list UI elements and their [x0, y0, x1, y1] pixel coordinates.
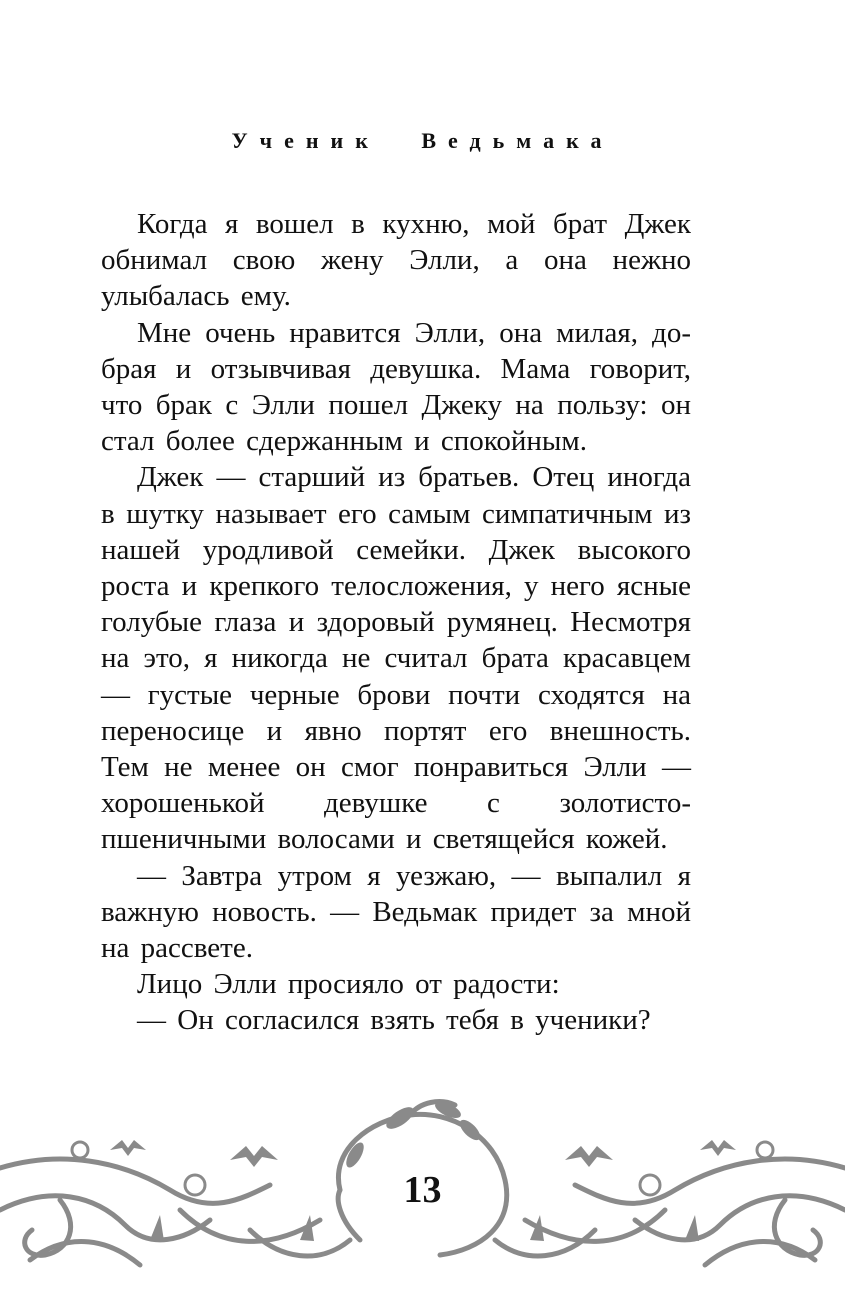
running-title: Ученик Ведьмака	[231, 128, 614, 153]
paragraph: Лицо Элли просияло от радости:	[137, 968, 560, 1001]
paragraph: Когда я вошел в кухню, мой брат Джек обнимал свою жену Элли, а она нежно улыбалась ему.	[101, 208, 691, 313]
paragraph: — Он согласился взять тебя в ученики?	[137, 1004, 651, 1037]
paragraph: Мне очень нравится Элли, она милая, добрая и отзывчивая девушка. Мама говорит, что брак с Элли пошел Джеку на пользу: он стал более сдержанным и спокойным.	[101, 316, 691, 458]
paragraph: — Завтра утром я уезжаю, — выпалил я важную новость. — Ведьмак придет за мной на рассвете.	[101, 859, 691, 965]
paragraph: Джек — старший из братьев. Отец иногда в шутку называет его самым симпатичным из нашей уродливой семейки. Джек высокого роста и крепкого телосложения, у него ясные голубые глаза и здоровый румянец. Несмотря на это, я никогда не считал брата красавцем — густые черные брови почти сходятся на переносице и явно портят его внешность. Тем не менее он смог понравиться Элли — хорошенькой девушке с золотисто-пшеничными волосами и светящейся кожей.	[101, 461, 691, 856]
body-text	[101, 206, 691, 1039]
page-number: 13	[403, 1169, 442, 1211]
